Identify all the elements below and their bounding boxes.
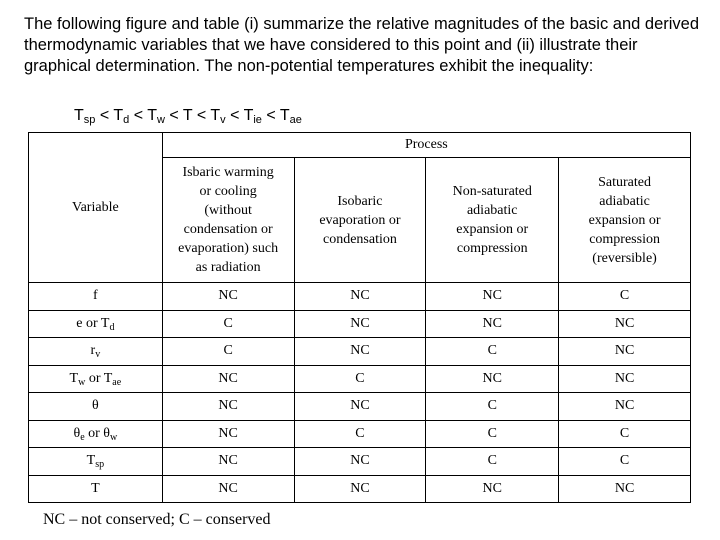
value-cell: NC	[559, 393, 691, 421]
value-cell: NC	[426, 283, 559, 311]
value-cell: NC	[162, 393, 294, 421]
value-cell: NC	[294, 338, 426, 366]
variable-cell	[29, 310, 163, 338]
table-process-row	[29, 133, 691, 158]
ineq-lt: <	[230, 107, 240, 124]
column-header-non-saturated-adiabatic: Non-saturated adiabatic expansion or compression	[426, 158, 559, 283]
value-cell: C	[162, 338, 294, 366]
variable-cell	[29, 420, 163, 448]
ineq-t-v: T	[210, 107, 221, 124]
variable-subscript-2: w	[110, 431, 118, 443]
intro-paragraph	[24, 14, 708, 77]
variable-cell	[29, 365, 163, 393]
value-cell: NC	[559, 365, 691, 393]
temperature-inequality	[74, 106, 302, 126]
variable-symbol: e or T	[76, 315, 110, 331]
ineq-sub-d: d	[123, 114, 130, 126]
ineq-t-sp: T	[74, 107, 84, 124]
value-cell: NC	[162, 283, 294, 311]
column-header-isobaric-warming: Isbaric warming or cooling (without condensation or evaporation) such as radiation	[162, 158, 294, 283]
value-cell: NC	[559, 475, 691, 503]
ineq-t-ie: T	[243, 107, 254, 124]
variable-symbol: θ	[73, 425, 81, 441]
variable-symbol: T	[69, 370, 79, 386]
variable-subscript: v	[95, 349, 101, 361]
table-row	[29, 338, 691, 366]
value-cell: C	[426, 338, 559, 366]
variable-subscript: e	[80, 431, 85, 443]
variable-symbol: T	[86, 453, 96, 469]
value-cell: C	[559, 420, 691, 448]
table-row	[29, 283, 691, 311]
ineq-t-w: T	[147, 107, 157, 124]
value-cell: NC	[426, 365, 559, 393]
ineq-sub-ie: ie	[253, 114, 262, 126]
value-cell: C	[162, 310, 294, 338]
variable-symbol: r	[90, 343, 96, 359]
ineq-lt: <	[99, 107, 110, 124]
table-body	[29, 283, 691, 503]
ineq-lt: <	[266, 107, 276, 124]
table-row	[29, 475, 691, 503]
value-cell: C	[426, 420, 559, 448]
table-row	[29, 448, 691, 476]
value-cell: NC	[559, 338, 691, 366]
ineq-lt: <	[169, 107, 179, 124]
value-cell: NC	[162, 365, 294, 393]
table-row	[29, 393, 691, 421]
value-cell: C	[294, 365, 426, 393]
value-cell: NC	[162, 448, 294, 476]
table-row	[29, 365, 691, 393]
variable-connector: or T	[85, 370, 113, 386]
variable-connector: or θ	[84, 425, 111, 441]
value-cell: C	[559, 283, 691, 311]
table-row	[29, 310, 691, 338]
value-cell: NC	[162, 420, 294, 448]
variable-subscript: w	[78, 376, 86, 388]
process-header: Process	[162, 133, 690, 158]
ineq-sub-ae: ae	[289, 114, 302, 126]
column-header-isobaric-evaporation: Isobaric evaporation or condensation	[294, 158, 426, 283]
ineq-t-d: T	[113, 107, 124, 124]
value-cell: NC	[294, 310, 426, 338]
value-cell: NC	[294, 475, 426, 503]
variable-symbol: f	[93, 288, 98, 304]
variable-subscript-2: ae	[112, 376, 122, 388]
conservation-table	[28, 132, 691, 503]
value-cell: NC	[426, 475, 559, 503]
column-header-saturated-adiabatic: Saturated adiabatic expansion or compression (reversible)	[559, 158, 691, 283]
ineq-t: T	[182, 107, 193, 124]
value-cell: NC	[162, 475, 294, 503]
variable-cell	[29, 338, 163, 366]
variable-subscript: d	[109, 321, 115, 333]
value-cell: NC	[426, 310, 559, 338]
value-cell: NC	[559, 310, 691, 338]
variable-subscript: sp	[95, 459, 105, 471]
value-cell: NC	[294, 448, 426, 476]
variable-header: Variable	[29, 133, 163, 283]
value-cell: NC	[294, 283, 426, 311]
table-legend: NC – not conserved; C – conserved	[43, 511, 271, 528]
value-cell: C	[559, 448, 691, 476]
variable-cell	[29, 393, 163, 421]
value-cell: C	[294, 420, 426, 448]
ineq-sub-w: w	[157, 114, 165, 126]
ineq-t-ae: T	[279, 107, 290, 124]
variable-cell	[29, 448, 163, 476]
value-cell: C	[426, 448, 559, 476]
value-cell: NC	[294, 393, 426, 421]
ineq-sub-sp: sp	[83, 114, 96, 126]
ineq-lt: <	[133, 107, 144, 124]
variable-symbol: T	[91, 480, 100, 496]
value-cell: C	[426, 393, 559, 421]
variable-cell	[29, 475, 163, 503]
variable-symbol: θ	[92, 398, 99, 414]
ineq-lt: <	[196, 107, 207, 124]
ineq-sub-v: v	[220, 114, 226, 126]
table-row	[29, 420, 691, 448]
intro-text: The following figure and table (i) summarize the relative magnitudes of the basic and derived thermodynamic variables that we have considered to this point and (ii) illustrate their graphical determination. The non-potential temperatures exhibit the inequality:	[24, 15, 700, 75]
variable-cell	[29, 283, 163, 311]
